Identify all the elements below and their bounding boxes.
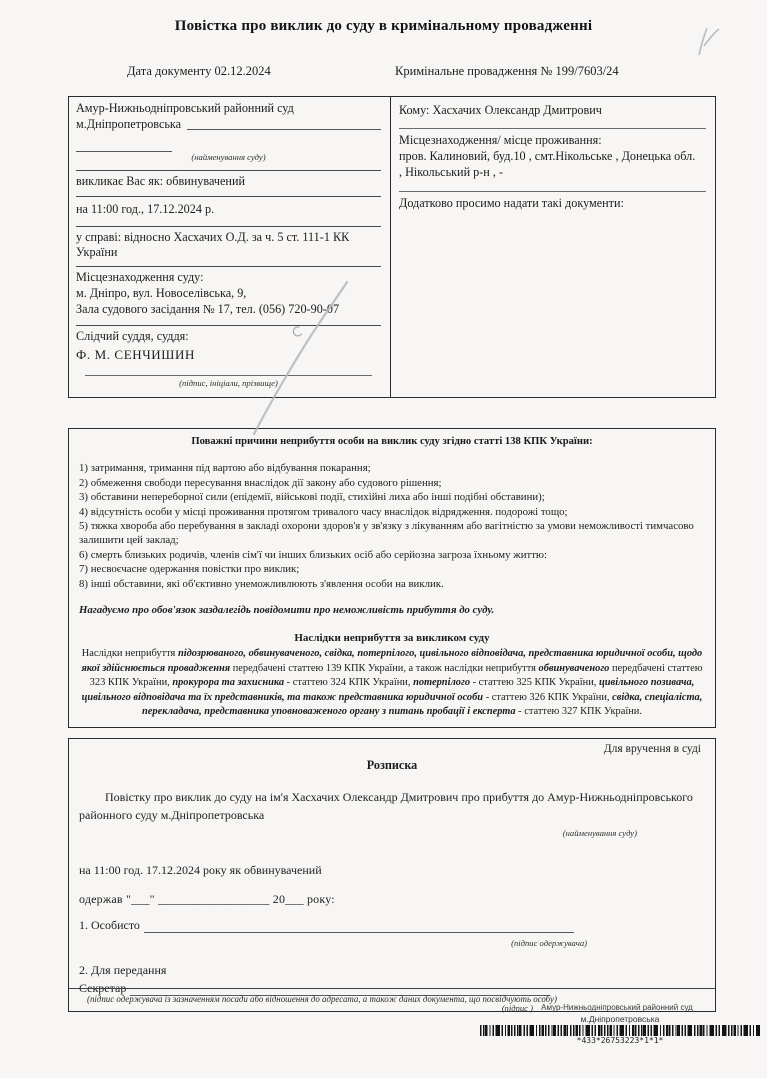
document-title: Повістка про виклик до суду в кримінальному провадженні: [174, 18, 593, 34]
court-name-line1: Амур-Нижньодніпровський районний суд: [76, 101, 294, 115]
valid-reasons-heading: Поважні причини неприбуття особи на виклик суду згідно статті 138 КПК України:: [191, 436, 593, 447]
receipt-court-caption: (найменування суду): [562, 827, 637, 838]
consequences-heading: Наслідки неприбуття за викликом суду: [294, 631, 490, 644]
reminder-line: Нагадуємо про обов'язок заздалегідь повідомити про неможливість прибуття до суду.: [79, 604, 495, 617]
reason-item: 3) обставини непереборної сили (епідемії, військові події, стихійні лиха або інші подібні обставини);: [79, 491, 545, 504]
blank-line: [76, 139, 172, 152]
personally-row: [79, 917, 705, 933]
corner-note: Для вручення в суді: [603, 743, 701, 755]
hearing-datetime: на 11:00 год., 17.12.2024 р.: [76, 201, 215, 216]
summon-as-line: викликає Вас як: обвинувачений: [76, 173, 245, 188]
document-date: Дата документу 02.12.2024: [127, 64, 271, 78]
reason-item: 1) затримання, тримання під вартою або відбування покарання;: [79, 462, 371, 475]
transfer-label: 2. Для передання: [79, 962, 167, 977]
blank-line: [144, 919, 574, 933]
received-date-line: одержав "___" __________________ 20___ року:: [79, 891, 335, 906]
residence-block: [399, 129, 706, 181]
judge-label: Слідчий суддя, суддя:: [76, 328, 189, 343]
judge-name: Ф. М. СЕНЧИШИН: [76, 346, 195, 362]
signature-caption: (підпис, ініціали, прізвище): [179, 377, 278, 388]
reason-item: 2) обмеження свободи пересування внаслідок дії закону або судового рішення;: [79, 476, 442, 489]
receipt-box: [68, 738, 716, 1012]
reason-item: 6) смерть близьких родичів, членів сім'ї чи інших близьких осіб або серйозна загроза їхньому життю:: [79, 548, 547, 561]
location-line1: м. Дніпро, вул. Новоселівська, 9,: [76, 286, 247, 301]
footer-court-name: Амур-Нижньодніпровський районний суд: [541, 1003, 693, 1012]
court-name-line2-row: [76, 117, 381, 133]
judge-block: [76, 326, 381, 375]
reason-item: 7) несвоєчасне одержання повістки про виклик;: [79, 563, 300, 576]
header-table: [68, 96, 716, 398]
signature-line: [85, 375, 372, 376]
footer-city: м.Дніпропетровська: [580, 1014, 660, 1024]
reason-item: 4) відсутність особи у місці проживання протягом тривалого часу внаслідок відрядження. подорожі тощо;: [79, 505, 568, 518]
location-line2: Зала судового засідання № 17, тел. (056) 720-90-07: [76, 302, 340, 317]
sign-caption: (підпис ): [501, 1003, 533, 1014]
recipient-sign-caption: (підпис одержувача): [511, 938, 587, 949]
barcode: [480, 1025, 760, 1036]
addressee-cell: [391, 97, 715, 397]
court-info-cell: [69, 97, 391, 397]
receipt-bottom-caption: (підпис одержувача із зазначенням посади або відношення до адресата, а також даних документа, що посвідчують особу): [87, 993, 557, 1004]
personally-label: 1. Особисто: [79, 917, 140, 932]
location-label: Місцезнаходження суду:: [76, 270, 204, 285]
secretary-label: Секретар: [79, 980, 127, 995]
residence-line2: , Нікольський р-н , -: [399, 164, 504, 179]
barcode-text: *433*26753223*1*1*: [576, 1036, 664, 1045]
receipt-body: Повістку про виклик до суду на ім'я Хасхачих Олександр Дмитрович про прибуття до Амур-Нижньодніпровського районного суду м.Дніпропетровська: [79, 789, 693, 822]
footer-block: [480, 1003, 760, 1045]
documents-label: Додатково просимо надати такі документи:: [399, 196, 624, 211]
reason-item: 8) інші обставини, які об'єктивно унеможливлюють з'явлення особи на виклик.: [79, 577, 444, 590]
consequences-paragraph: Наслідки неприбуття підозрюваного, обвинуваченого, свідка, потерпілого, цивільного відповідача, представника юридичної особи, щодо якої здійснюється провадження передбачені статтею 139 КПК України, а також наслідки неприбуття обвинуваченого передбачені статтею 323 КПК України, прокурора та захисника - статтею 324 КПК України, потерпілого - статтею 325 КПК України, цивільного позивача, цивільного відповідача та їх представників, та також представника юридичної особи - статтею 326 КПК України, свідка, спеціаліста, перекладача, представника уповноваженого органу з питань пробації і експерта - статтею 327 КПК України.: [81, 648, 703, 717]
case-line: у справі: відносно Хасхачих О.Д. за ч. 5 ст. 111-1 КК України: [76, 229, 350, 260]
residence-line1: пров. Калиновий, буд.10 , смт.Нікольське , Донецька обл.: [399, 148, 696, 163]
receipt-datetime: на 11:00 год. 17.12.2024 року як обвинувачений: [79, 862, 322, 877]
blank-line: [187, 129, 381, 130]
residence-label: Місцезнаходження/ місце проживання:: [399, 132, 602, 147]
receipt-heading: Розписка: [366, 757, 418, 772]
valid-reasons-box: [68, 428, 716, 728]
court-location-block: [76, 267, 381, 325]
court-name-line2: м.Дніпропетровська: [76, 116, 182, 131]
case-number: Кримінальне провадження № 199/7603/24: [395, 64, 619, 78]
court-name-caption: (найменування суду): [191, 151, 266, 162]
addressee-line: Кому: Хасхачих Олександр Дмитрович: [399, 103, 602, 117]
reason-item: 5) тяжка хвороба або перебування в закладі охорони здоров'я у зв'язку з лікуванням або вагітністю за умови неможливості тимчасово залишити цей заклад;: [79, 520, 694, 547]
